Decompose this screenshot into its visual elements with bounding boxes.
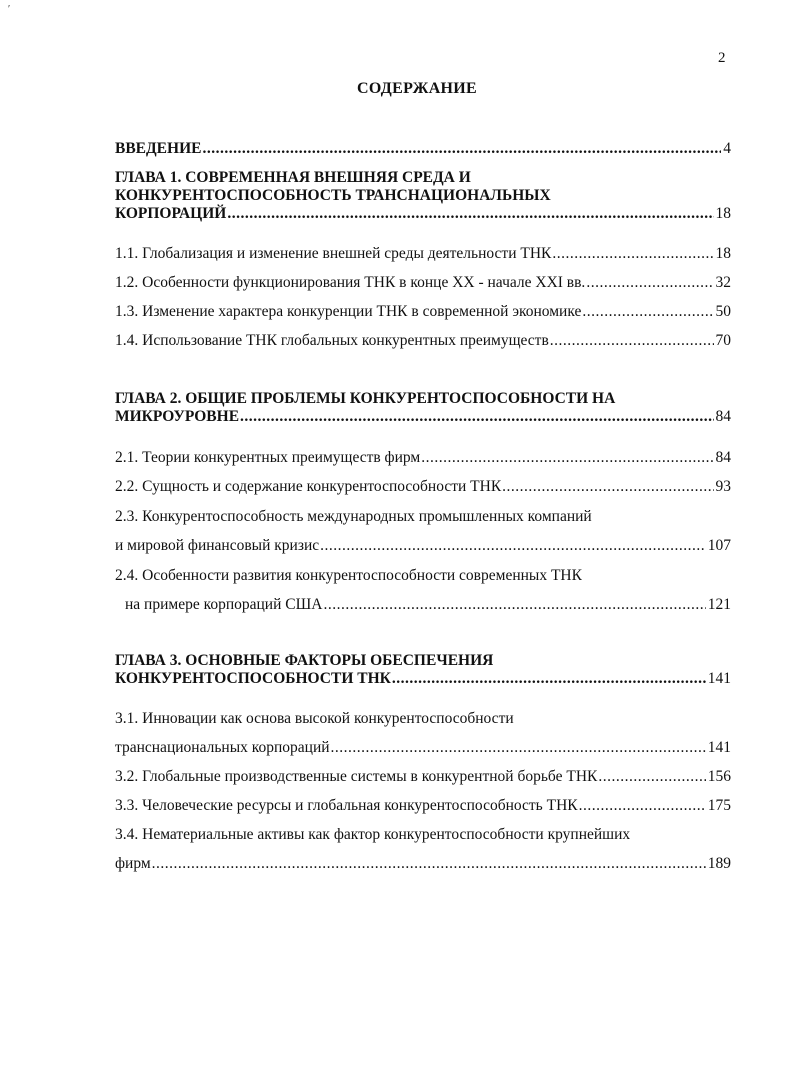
entry-page: 84: [715, 449, 731, 466]
chapter-heading-line1: ГЛАВА 2. ОБЩИЕ ПРОБЛЕМЫ КОНКУРЕНТОСПОСОБНОСТИ НА: [115, 390, 616, 407]
entry-page: 141: [707, 739, 731, 756]
chapter-heading-line3: КОРПОРАЦИЙ: [115, 205, 227, 222]
entry-label: 1.4. Использование ТНК глобальных конкурентных преимуществ: [115, 332, 549, 349]
entry-page: 18: [715, 205, 731, 222]
entry-label: фирм: [115, 855, 151, 872]
toc-section-1-1[interactable]: [115, 245, 731, 263]
entry-label: на примере корпораций США: [125, 596, 323, 613]
leader-dots: [202, 140, 721, 158]
toc-section-2-4[interactable]: [115, 567, 731, 614]
entry-label: и мировой финансовый кризис: [115, 537, 320, 554]
chapter-heading-line2: КОНКУРЕНТОСПОСОБНОСТЬ ТРАНСНАЦИОНАЛЬНЫХ: [115, 187, 551, 204]
entry-label: 1.1. Глобализация и изменение внешней среды деятельности ТНК: [115, 245, 552, 262]
corner-mark: ʹ: [8, 4, 11, 15]
toc-chapter-2[interactable]: [115, 390, 731, 426]
leader-dots: [152, 855, 706, 873]
entry-page: 18: [715, 245, 731, 262]
entry-label: транснациональных корпораций: [115, 739, 330, 756]
entry-label-line1: 3.1. Инновации как основа высокой конкурентоспособности: [115, 710, 514, 727]
entry-label: 3.3. Человеческие ресурсы и глобальная конкурентоспособность ТНК: [115, 797, 578, 814]
toc-section-1-2[interactable]: [115, 274, 731, 292]
leader-dots: [579, 797, 706, 815]
toc-section-1-3[interactable]: [115, 303, 731, 321]
toc-section-2-2[interactable]: [115, 478, 731, 496]
leader-dots: [320, 537, 706, 555]
leader-dots: [598, 768, 705, 786]
entry-label: 2.2. Сущность и содержание конкурентоспособности ТНК: [115, 478, 502, 495]
entry-page: 141: [707, 670, 731, 687]
leader-dots: [323, 596, 705, 614]
entry-page: 107: [707, 537, 731, 554]
toc-section-3-2[interactable]: [115, 768, 731, 786]
toc-title: СОДЕРЖАНИЕ: [356, 80, 478, 97]
entry-page: 93: [715, 478, 731, 495]
toc-section-2-1[interactable]: [115, 449, 731, 467]
entry-label: 3.2. Глобальные производственные системы в конкурентной борьбе ТНК: [115, 768, 598, 785]
leader-dots: [331, 739, 706, 757]
entry-label: ВВЕДЕНИЕ: [115, 140, 202, 157]
entry-page: 121: [707, 596, 731, 613]
chapter-heading-line1: ГЛАВА 1. СОВРЕМЕННАЯ ВНЕШНЯЯ СРЕДА И: [115, 169, 471, 186]
leader-dots: [227, 205, 713, 223]
entry-page: 175: [707, 797, 731, 814]
entry-label-line1: 3.4. Нематериальные активы как фактор конкурентоспособности крупнейших: [115, 826, 631, 843]
leader-dots: [586, 274, 713, 292]
chapter-heading-line1: ГЛАВА 3. ОСНОВНЫЕ ФАКТОРЫ ОБЕСПЕЧЕНИЯ: [115, 652, 494, 669]
toc-section-3-1[interactable]: [115, 710, 731, 757]
entry-page: 189: [707, 855, 731, 872]
leader-dots: [582, 303, 713, 321]
entry-page: 50: [715, 303, 731, 320]
page-number: 2: [718, 50, 726, 66]
toc-entry-intro[interactable]: [115, 140, 731, 158]
leader-dots: [552, 245, 713, 263]
leader-dots: [392, 670, 706, 688]
leader-dots: [502, 478, 713, 496]
entry-page: 32: [715, 274, 731, 291]
toc-section-2-3[interactable]: [115, 508, 731, 555]
entry-label-line1: 2.3. Конкурентоспособность международных промышленных компаний: [115, 508, 592, 525]
entry-label-line1: 2.4. Особенности развития конкурентоспособности современных ТНК: [115, 567, 582, 584]
leader-dots: [240, 408, 713, 426]
toc-chapter-3[interactable]: [115, 652, 731, 688]
entry-label: 2.1. Теории конкурентных преимуществ фирм: [115, 449, 421, 466]
entry-page: 156: [707, 768, 731, 785]
chapter-heading-line2: КОНКУРЕНТОСПОСОБНОСТИ ТНК: [115, 670, 391, 687]
toc-section-1-4[interactable]: [115, 332, 731, 350]
toc-section-3-3[interactable]: [115, 797, 731, 815]
entry-label: 1.3. Изменение характера конкуренции ТНК в современной экономике: [115, 303, 582, 320]
toc-chapter-1[interactable]: [115, 169, 731, 223]
toc-section-3-4[interactable]: [115, 826, 731, 873]
chapter-heading-line2: МИКРОУРОВНЕ: [115, 408, 240, 425]
entry-page: 84: [715, 408, 731, 425]
leader-dots: [550, 332, 714, 350]
entry-page: 4: [723, 140, 731, 157]
leader-dots: [421, 449, 713, 467]
entry-page: 70: [715, 332, 731, 349]
entry-label: 1.2. Особенности функционирования ТНК в конце XX - начале XXI вв.: [115, 274, 586, 291]
